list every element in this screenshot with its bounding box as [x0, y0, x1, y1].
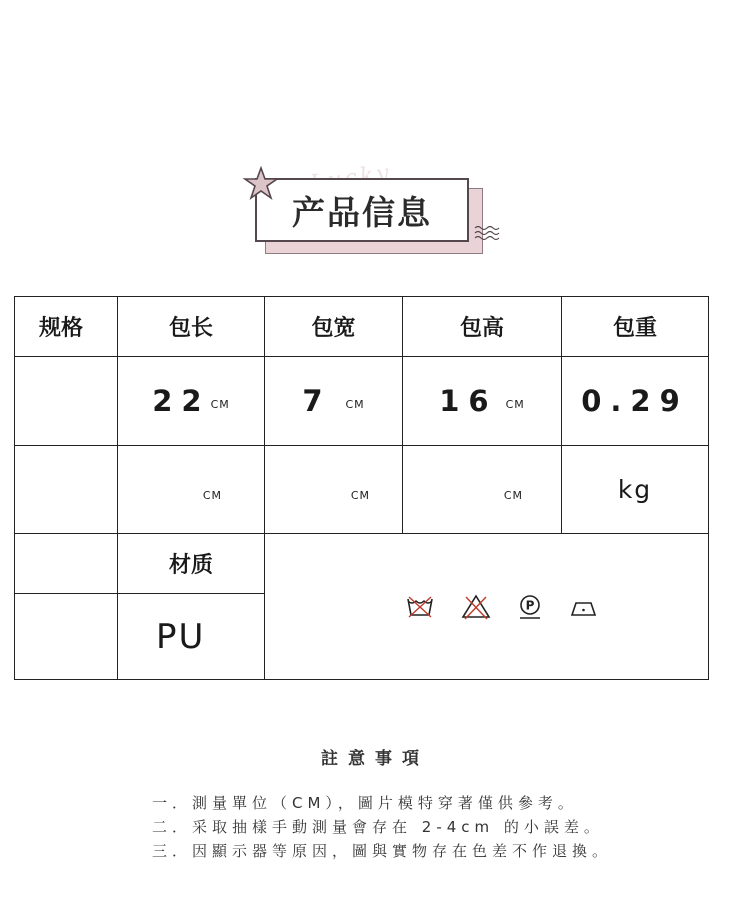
length-unit: CM: [210, 397, 230, 411]
iron-low-icon: [569, 593, 599, 621]
dry-clean-p-icon: [517, 593, 543, 621]
width-unit-cell: [265, 446, 402, 533]
height-value: 16: [439, 384, 498, 418]
svg-text:P: P: [525, 598, 535, 612]
length-cell: [118, 357, 264, 445]
material-value: PU: [156, 616, 206, 657]
header-width: 包宽: [311, 316, 356, 341]
length-unit-2: CM: [202, 489, 222, 502]
header-spec: 规格: [39, 316, 84, 341]
title-badge: [240, 166, 510, 261]
notes-title: 註意事項: [321, 749, 429, 769]
do-not-wash-icon: [405, 593, 435, 621]
width-unit-2: CM: [350, 489, 370, 502]
note-item-2: 二．采取抽樣手動測量會存在 2-4cm 的小誤差。: [152, 818, 604, 836]
care-icons: [265, 534, 708, 679]
height-unit-2: CM: [503, 489, 523, 502]
length-unit-cell: [118, 446, 264, 533]
do-not-bleach-icon: [461, 593, 491, 621]
header-length: 包长: [168, 316, 213, 341]
weight-unit-2: kg: [617, 475, 653, 504]
wave-icon: [474, 225, 502, 241]
badge-box: [255, 178, 469, 242]
note-item-1: 一．測量單位（CM），圖片模特穿著僅供參考。: [152, 794, 578, 812]
star-icon: [242, 166, 280, 202]
spec-table: [14, 296, 709, 680]
height-unit-cell: [403, 446, 561, 533]
page-title: 产品信息: [292, 192, 432, 232]
header-weight: 包重: [612, 316, 657, 341]
weight-value: 0.29: [581, 384, 689, 418]
note-item-3: 三．因顯示器等原因，圖與實物存在色差不作退換。: [152, 842, 613, 860]
height-unit: CM: [505, 397, 525, 411]
height-cell: [403, 357, 561, 445]
width-value: 7: [302, 384, 332, 418]
header-height: 包高: [459, 316, 504, 341]
width-unit: CM: [345, 397, 365, 411]
material-cell: [118, 594, 264, 679]
material-label: 材质: [168, 553, 213, 578]
weight-cell: [562, 357, 708, 445]
weight-unit-cell: [562, 446, 708, 533]
length-value: 22: [152, 384, 211, 418]
width-cell: [265, 357, 402, 445]
